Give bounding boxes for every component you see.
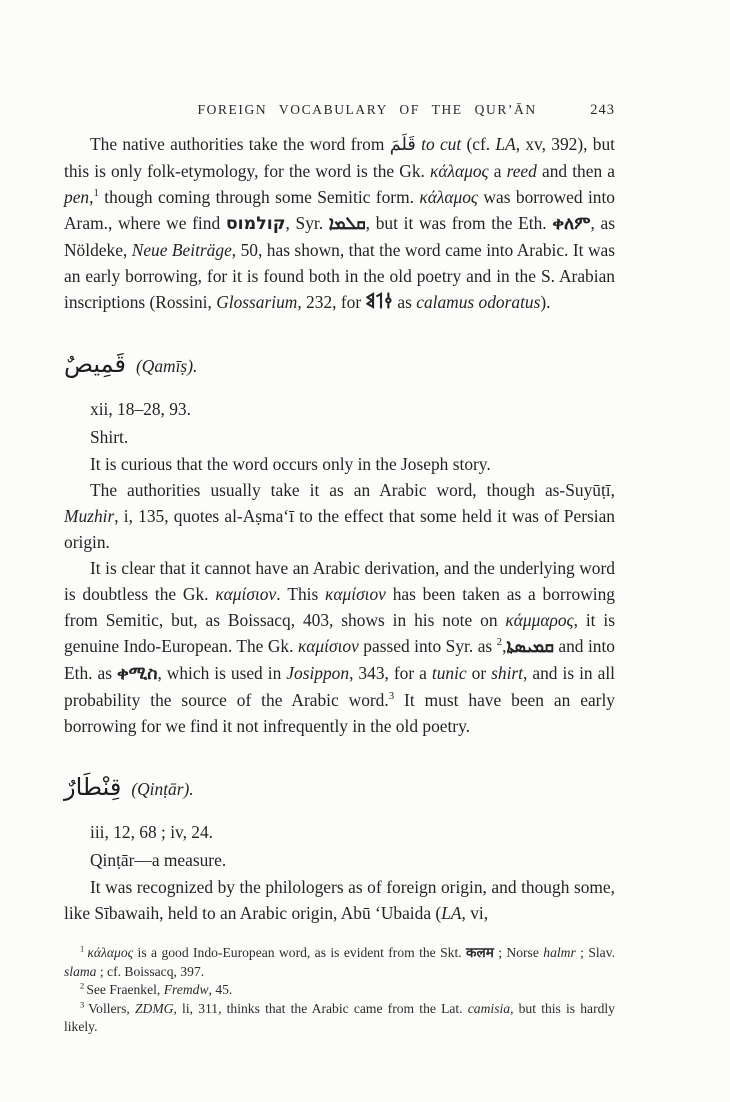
foreign-word-sy: ܩܠܡܐ bbox=[328, 214, 366, 234]
foreign-word-he: קולמוס bbox=[225, 214, 286, 234]
entry-heading bbox=[64, 344, 615, 386]
text-segment: . This bbox=[276, 584, 326, 604]
text-segment: though coming through some Semitic form. bbox=[98, 187, 420, 207]
text-segment: LA bbox=[441, 903, 462, 923]
text-segment: Muzhir bbox=[64, 506, 115, 526]
foreign-word-et: ቀሚስ bbox=[116, 664, 158, 684]
text-segment: , 232, for bbox=[297, 292, 366, 312]
text-segment: as bbox=[393, 292, 417, 312]
text-segment: is a good Indo-European word, as is evident from the Skt. bbox=[133, 945, 467, 960]
footnote-mark: 3 bbox=[388, 690, 395, 703]
arabic-headword: قِنْطَارٌ bbox=[64, 773, 122, 801]
text-segment: reed bbox=[506, 161, 537, 181]
text-segment: tunic bbox=[431, 663, 467, 683]
text-segment: , 45. bbox=[208, 982, 233, 997]
text-segment: and into Eth. as bbox=[64, 636, 615, 683]
text-segment: slama bbox=[64, 963, 97, 979]
text-segment: , 50, has shown, that the word came into Arabic. It was an early borrowing, for it is found both in the old poetry and in the S. Arabian inscriptions (Rossini, bbox=[64, 240, 615, 312]
text-segment: Glossarium bbox=[216, 292, 298, 312]
text-segment: , as Nöldeke, bbox=[64, 213, 615, 260]
entry-transliteration: (Qamīṣ). bbox=[136, 356, 198, 376]
text-segment: , 343, for a bbox=[349, 663, 432, 683]
text-segment: calamus odoratus bbox=[416, 292, 541, 312]
text-segment: , it is genuine Indo-European. The Gk. bbox=[64, 610, 615, 656]
text-segment: , but this is hardly likely. bbox=[64, 1000, 615, 1034]
text-segment: LA bbox=[495, 134, 516, 154]
entry-heading bbox=[64, 767, 615, 809]
text-segment: , which is used in bbox=[157, 663, 287, 683]
paragraph bbox=[64, 131, 615, 316]
text-segment: , but it was from the Eth. bbox=[365, 213, 553, 233]
footnote bbox=[64, 1000, 615, 1037]
text-segment: See Fraenkel, bbox=[86, 982, 164, 997]
text-segment: , vi, bbox=[461, 903, 489, 923]
foreign-word-gk: καμίσιον bbox=[325, 584, 386, 604]
text-segment: ; Norse bbox=[493, 945, 544, 960]
text-segment: It is clear that it cannot have an Arabic derivation, and the underlying word is doubtless the Gk. bbox=[64, 558, 615, 604]
text-segment: It must have been an early borrowing for we find it not infrequently in the old poetry. bbox=[64, 690, 615, 736]
page-number: 243 bbox=[590, 102, 615, 118]
footnotes bbox=[64, 944, 615, 1037]
text-segment: Vollers, bbox=[88, 1000, 135, 1016]
reference-line: xii, 18–28, 93. bbox=[90, 399, 191, 419]
footnote bbox=[64, 944, 615, 981]
text-segment: shirt bbox=[491, 663, 524, 683]
text-segment: It is curious that the word occurs only in the Joseph story. bbox=[90, 454, 491, 474]
text-segment: ; Slav. bbox=[575, 945, 616, 960]
text-segment: Fremdw bbox=[163, 982, 209, 997]
text-segment: (cf. bbox=[461, 134, 496, 154]
footnote-number: 2 bbox=[80, 980, 87, 991]
text-segment: ; cf. Boissacq, 397. bbox=[96, 963, 205, 979]
foreign-word-gk: κάμμαρος bbox=[505, 610, 574, 630]
paragraph bbox=[64, 874, 615, 926]
text-segment: , xv, 392), but this is only folk-etymology, for the word is the Gk. bbox=[64, 134, 615, 181]
text-segment: has been taken as a borrowing from Semitic, but, as Boissacq, 403, shows in his note on bbox=[64, 584, 615, 630]
footnote bbox=[64, 981, 615, 1000]
running-header bbox=[64, 102, 615, 119]
text-segment: The authorities usually take it as an Arabic word, though as-Suyūṭī, bbox=[90, 480, 615, 500]
text-segment: or bbox=[466, 663, 492, 683]
text-segment: camisia bbox=[467, 1000, 511, 1016]
running-header-title: FOREIGN VOCABULARY OF THE QUR’ĀN bbox=[197, 102, 537, 117]
footnote-number: 1 bbox=[80, 943, 88, 954]
text-column bbox=[64, 102, 615, 1037]
paragraph bbox=[64, 555, 615, 739]
foreign-word-dv: कलम bbox=[466, 945, 494, 961]
foreign-word-gk: κάλαμος bbox=[87, 945, 134, 960]
foreign-word-osa: 𐩤𐩡𐩣 bbox=[365, 293, 394, 313]
foreign-word-gk: καμίσιον bbox=[297, 636, 359, 656]
text-segment: halmr bbox=[543, 945, 576, 960]
foreign-word-sy: ܩܡܝܣܬܐ bbox=[506, 637, 554, 657]
text-segment: The native authorities take the word from bbox=[90, 134, 390, 154]
text-segment: , li, 311, thinks that the Arabic came from the Lat. bbox=[173, 1000, 468, 1016]
foreign-word-gk: κάλαμος bbox=[419, 187, 478, 207]
reference-line: Shirt. bbox=[90, 426, 129, 447]
text-segment: It was recognized by the philologers as of foreign origin, and though some, like Sībawaih, held to an Arabic origin, Abū ‘Ubaida ( bbox=[64, 877, 615, 923]
text-segment: passed into Syr. as bbox=[358, 636, 497, 656]
reference-line: iii, 12, 68 ; iv, 24. bbox=[90, 822, 214, 842]
footnote-mark: 2 bbox=[496, 636, 503, 649]
footnote-mark: 1 bbox=[93, 187, 99, 200]
footnote-number: 3 bbox=[80, 998, 89, 1009]
foreign-word-ar: قَلَمَ bbox=[389, 135, 416, 155]
paragraph bbox=[64, 477, 615, 555]
paragraph bbox=[64, 451, 615, 477]
text-segment: , bbox=[89, 187, 94, 207]
text-segment: Josippon bbox=[286, 663, 350, 683]
foreign-word-et: ቀለም bbox=[552, 214, 591, 234]
reference-line: Qinṭār—a measure. bbox=[90, 849, 227, 870]
foreign-word-gk: κάλαμος bbox=[430, 161, 489, 181]
text-segment: and then a bbox=[536, 161, 615, 181]
text-segment: , i, 135, quotes al-Aṣma‘ī to the effect that some held it was of Persian origin. bbox=[64, 506, 615, 552]
text-segment: was borrowed into Aram., where we find bbox=[64, 187, 615, 233]
foreign-word-gk: καμίσιον bbox=[215, 584, 277, 604]
text-segment: to cut bbox=[421, 134, 462, 154]
text-segment: ZDMG bbox=[134, 1000, 174, 1016]
text-segment: , bbox=[502, 636, 507, 656]
text-segment: , and is in all probability the source of the Arabic word. bbox=[64, 663, 615, 710]
text-segment: ). bbox=[540, 292, 551, 312]
text-segment: pen bbox=[64, 187, 90, 207]
text-segment: , Syr. bbox=[285, 213, 329, 233]
text-segment: Neue Beiträge bbox=[131, 240, 232, 260]
entry-transliteration: (Qinṭār). bbox=[131, 779, 194, 799]
page-body bbox=[64, 131, 615, 926]
text-segment: a bbox=[488, 161, 507, 181]
arabic-headword: قَمِيصٌ bbox=[64, 350, 126, 378]
